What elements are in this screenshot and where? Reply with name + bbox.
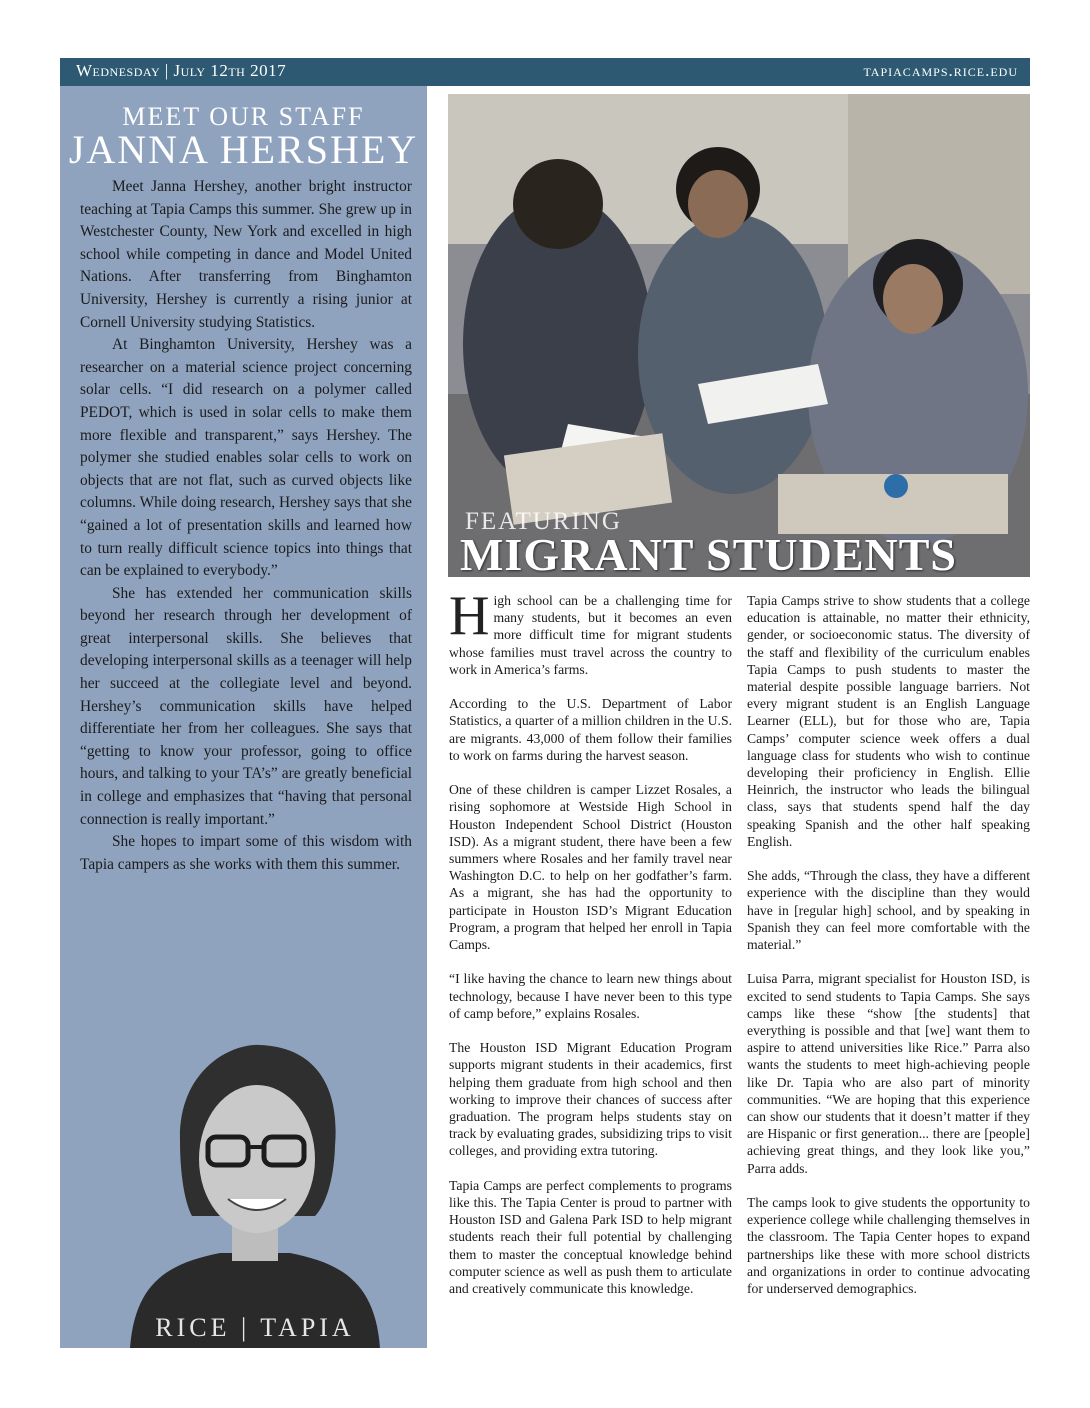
- article-column-1: [449, 585, 732, 1314]
- article-column-2: [747, 592, 1030, 1314]
- feature-kicker: FEATURING: [465, 508, 622, 535]
- staff-sidebar: [60, 86, 427, 1348]
- staff-name: JANNA HERSHEY: [68, 127, 419, 172]
- article-paragraph: Tapia Camps strive to show students that a college education is attainable, no matter their ethnicity, gender, or socioeconomic status. The diversity of the staff and flexibility of the curriculum enables Tapia Camps to push students to master the material despite possible language barriers. Not every migrant student is an English Language Learner (ELL), but for those who are, Tapia Camps’ computer science week offers a dual language class for students who wish to continue developing their proficiency in English. Ellie Heinrich, the instructor who leads the bilingual class, says that students spend half the day speaking Spanish and the other half speaking English.: [747, 593, 1030, 849]
- article-paragraph: She adds, “Through the class, they have a different experience with the discipline than they would have in [regular high] school, and by speaking in Spanish they can feel more comfortable with the material.”: [747, 868, 1030, 953]
- bio-paragraph: She hopes to impart some of this wisdom with Tapia campers as she works with them this summer.: [80, 833, 412, 873]
- article-paragraph: The Houston ISD Migrant Education Program supports migrant students in their academics, first helping them graduate from high school and then working to improve their chances of success after graduation. The program helps students stay on track by evaluating grades, subsidizing trips to visit colleges, and providing extra tutoring.: [449, 1040, 732, 1159]
- staff-bio: [80, 176, 412, 876]
- classroom-photo-graphic: [448, 94, 1030, 577]
- feature-title: MIGRANT STUDENTS: [460, 529, 957, 580]
- article-paragraph: According to the U.S. Department of Labor Statistics, a quarter of a million children in the U.S. are migrants. 43,000 of them follow their families to work on farms during the harvest season.: [449, 696, 732, 763]
- drop-cap: H: [449, 585, 490, 647]
- bio-paragraph: Meet Janna Hershey, another bright instructor teaching at Tapia Camps this summer. She grew up in Westchester County, New York and excelled in high school while competing in dance and Model United Nations. After transferring from Binghamton University, Hershey is currently a rising junior at Cornell University studying Statistics.: [80, 178, 412, 331]
- article-paragraph: Tapia Camps are perfect complements to programs like this. The Tapia Center is proud to partner with Houston ISD and Galena Park ISD to help migrant students reach their full potential by challenging them to master the conceptual knowledge behind computer science as well as push them to articulate and creatively communicate this knowledge.: [449, 1177, 732, 1297]
- staff-portrait: [110, 1031, 400, 1348]
- article-paragraph: The camps look to give students the opportunity to experience college while challenging themselves in the classroom. The Tapia Center hopes to expand partnerships like these with more school districts and organizations in order to continue advocating for underserved demographics.: [747, 1195, 1030, 1297]
- feature-photo: [448, 94, 1030, 577]
- article-paragraph: One of these children is camper Lizzet Rosales, a rising sophomore at Westside High School in Houston Independent School District (Houston ISD). As a migrant student, there have been a few summers where Rosales and her family travel near Washington D.C. to help on her godfather’s farm. As a migrant, she has had the opportunity to participate in Houston ISD’s Migrant Education Program, a program that helped her enroll in Tapia Camps.: [449, 782, 732, 953]
- shirt-logo-text: RICE | TAPIA: [155, 1313, 355, 1342]
- article-paragraph: Luisa Parra, migrant specialist for Houston ISD, is excited to send students to Tapia Camps. She says camps like these “show [the students] that everything is possible and that [we] want them to aspire to attend universities like Rice.” Parra also wants the students to meet high-achieving people like Dr. Tapia who are also part of minority communities. “We are hoping that this experience can show our students that it doesn’t matter if they are Hispanic or first generation... there are [people] achieving great things, and they look like you,” Parra adds.: [747, 971, 1030, 1176]
- article-paragraph: High school can be a challenging time for many students, but it becomes an even more difficult time for migrant students whose families must travel across the country to work in America’s farms.: [449, 585, 732, 677]
- bio-paragraph: At Binghamton University, Hershey was a researcher on a material science project concerning solar cells. “I did research on a polymer called PEDOT, which is used in solar cells to make them more flexible and transparent,” says Hershey. The polymer she studied enables solar cells to work on objects that are not flat, such as curved objects like columns. While doing research, Hershey says that she “gained a lot of presentation skills and learned how to turn really difficult science topics into things that can be explained to everybody.”: [80, 336, 412, 580]
- article-paragraph: “I like having the chance to learn new things about technology, because I have never been to this type of camp before,” explains Rosales.: [449, 971, 732, 1021]
- sidebar-kicker: MEET OUR STAFF: [122, 102, 365, 131]
- bio-paragraph: She has extended her communication skills beyond her research through her development of great interpersonal skills. She believes that developing interpersonal skills as a teenager will help her succeed at the collegiate level and beyond. Hershey’s communication skills have helped differentiate her from her colleagues. She says that “getting to know your professor, going to office hours, and talking to your TA’s” are greatly beneficial in college and emphasizes that “having that personal connection is really important.”: [80, 584, 412, 828]
- site-url: tapiacamps.rice.edu: [863, 61, 1018, 80]
- header-banner: [60, 58, 1030, 86]
- issue-date: Wednesday | July 12th 2017: [76, 61, 287, 80]
